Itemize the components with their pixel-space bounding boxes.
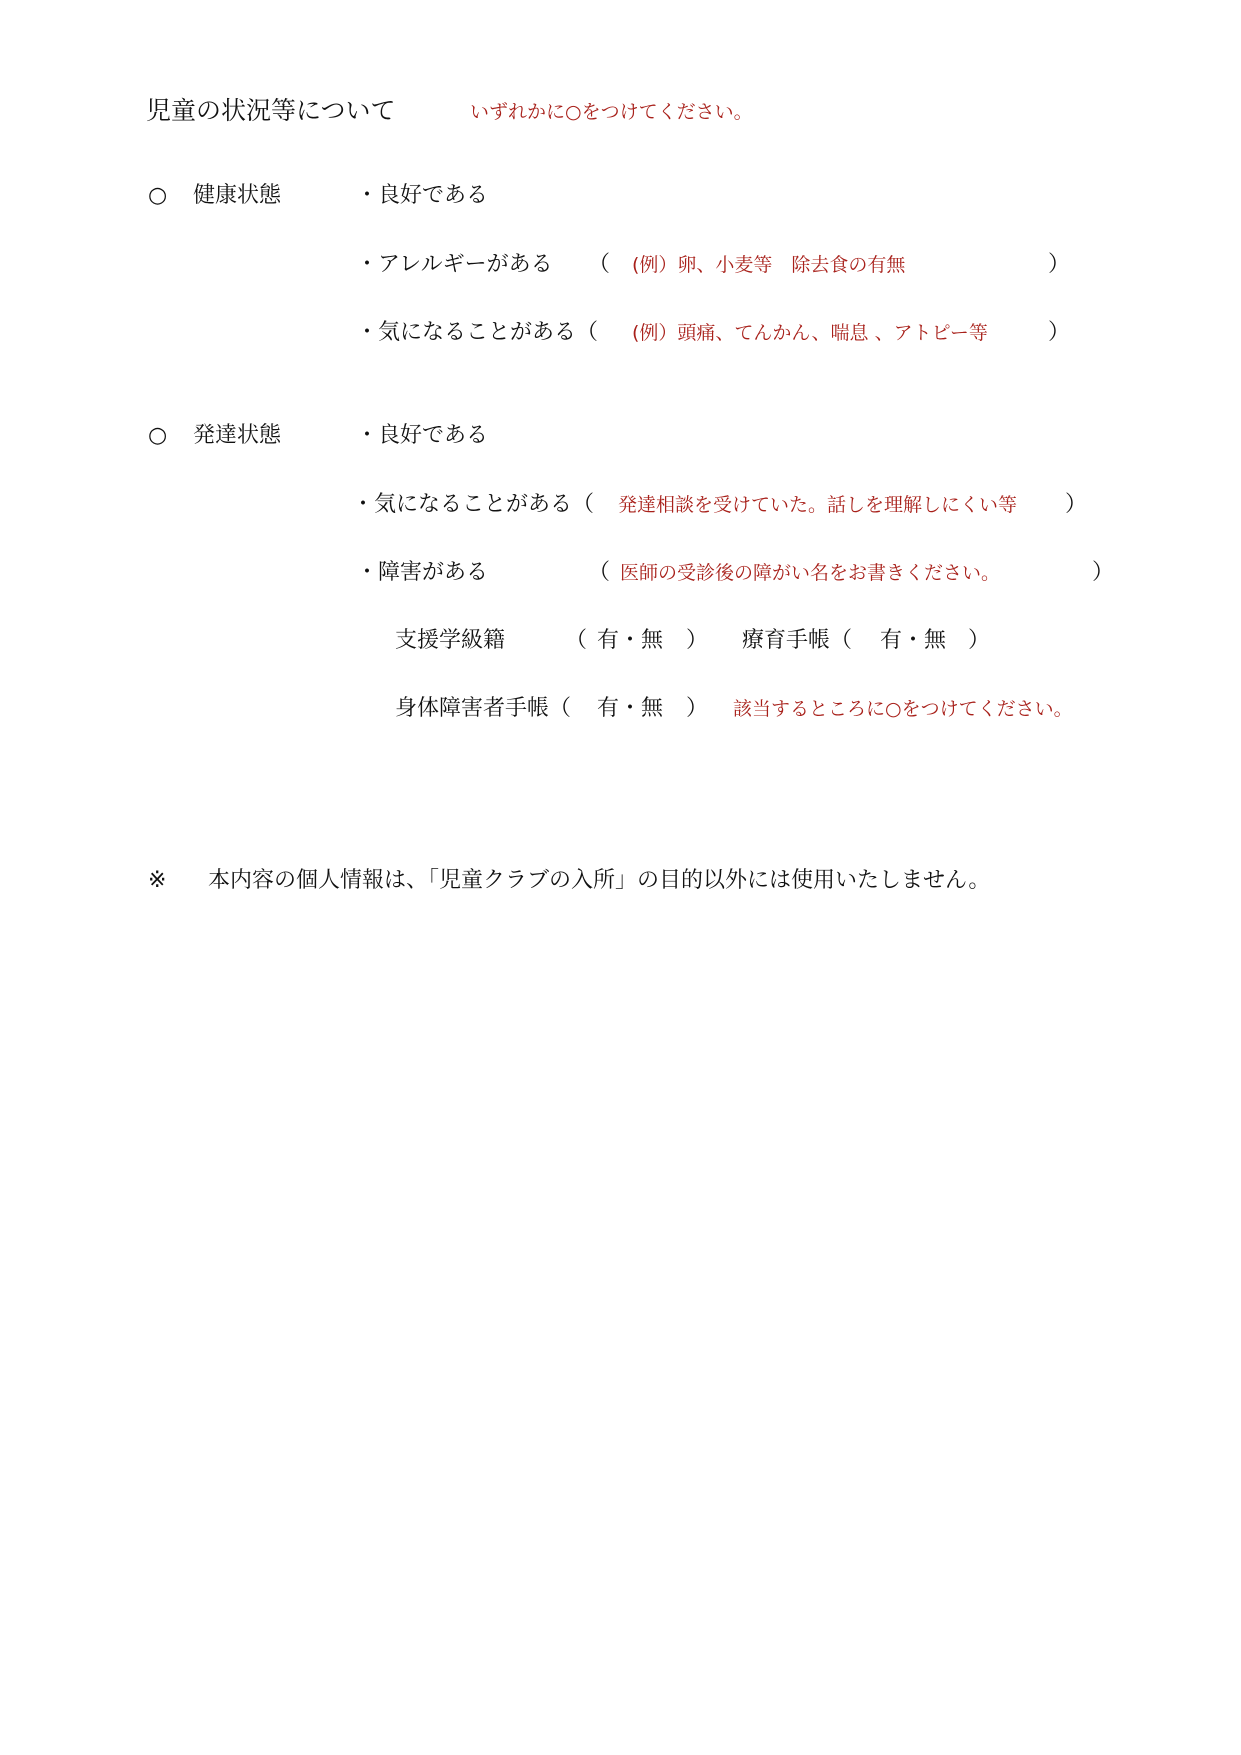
health-allergy-option: ・アレルギーがある [356, 252, 553, 277]
special-class-close-paren: ） [686, 628, 709, 653]
privacy-note: 本内容の個人情報は、「児童クラブの入所」の目的以外には使用いたしません。 [208, 868, 991, 893]
development-section-label: 発達状態 [193, 423, 282, 448]
development-good-option: ・良好である [356, 423, 489, 448]
allergy-example-text: (例）卵、小麦等 除去食の有無 [632, 254, 906, 276]
health-circle-mark: ○ [148, 183, 168, 208]
disability-option: ・障害がある [356, 560, 489, 585]
page-title: 児童の状況等について [146, 96, 396, 125]
development-circle-mark: ○ [148, 423, 168, 448]
physical-disability-techo-close-paren: ） [686, 696, 709, 721]
health-concern-example-text: (例）頭痛、てんかん、喘息 、アトピー等 [632, 322, 988, 344]
health-good-option: ・良好である [356, 183, 489, 208]
physical-disability-techo-choice: 有・無 [597, 696, 664, 721]
development-concern-example-text: 発達相談を受けていた。話しを理解しにくい等 [618, 494, 1018, 516]
special-class-label: 支援学級籍 [395, 628, 506, 653]
development-concern-option: ・気になることがある（ [352, 492, 595, 517]
allergy-open-paren: （ [588, 252, 611, 277]
development-concern-close-paren: ） [1065, 492, 1088, 517]
disability-open-paren: （ [588, 560, 611, 585]
disability-close-paren: ） [1092, 560, 1115, 585]
special-class-choice: 有・無 [597, 628, 664, 653]
ryoiku-techo-choice: 有・無 [880, 628, 947, 653]
physical-disability-techo-label: 身体障害者手帳（ [395, 696, 572, 721]
special-class-open-paren: （ [565, 628, 588, 653]
allergy-close-paren: ） [1048, 252, 1071, 277]
mark-instruction: 該当するところに○をつけてください。 [733, 698, 1073, 720]
health-section-label: 健康状態 [193, 183, 282, 208]
disability-example-text: 医師の受診後の障がい名をお書きください。 [620, 562, 1001, 584]
ryoiku-techo-label: 療育手帳（ [742, 628, 853, 653]
title-instruction: いずれかに○をつけてください。 [470, 101, 753, 123]
health-concern-option: ・気になることがある（ [356, 320, 599, 345]
health-concern-close-paren: ） [1048, 320, 1071, 345]
ryoiku-techo-close-paren: ） [968, 628, 991, 653]
note-mark: ※ [148, 868, 167, 893]
